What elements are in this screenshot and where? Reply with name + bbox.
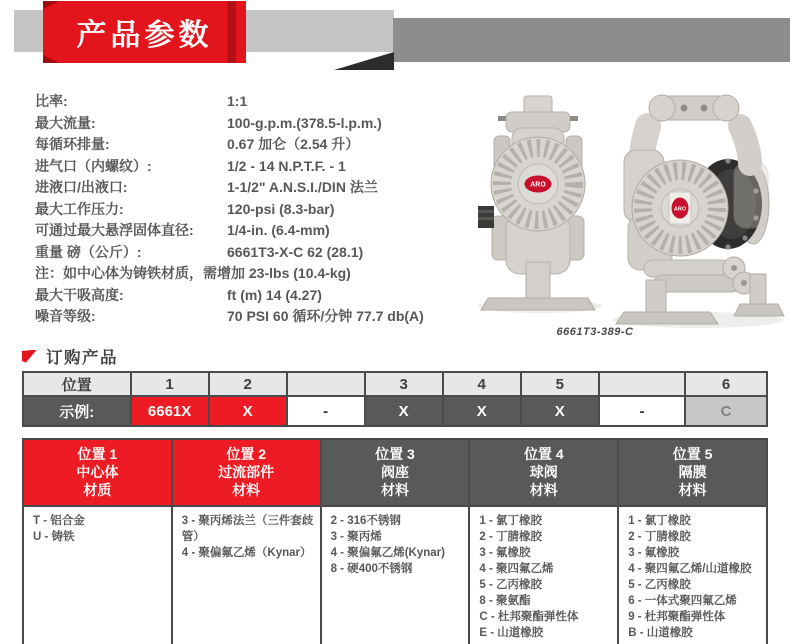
material-option: 4 - 聚四氟乙烯/山道橡胶 bbox=[628, 562, 752, 575]
example-cell: X bbox=[365, 396, 443, 426]
material-option: 4 - 聚偏氟乙烯(Kynar) bbox=[330, 546, 445, 559]
position-label: 位置 1 bbox=[77, 446, 118, 462]
spec-value: ft (m) 14 (4.27) bbox=[227, 286, 322, 303]
example-cell: X bbox=[209, 396, 287, 426]
spec-note: 注：如中心体为铸铁材质，需增加 23-lbs (10.4-kg) bbox=[35, 265, 351, 281]
material-option: C - 杜邦聚酯弹性体 bbox=[479, 610, 579, 623]
material-option: 1 - 氯丁橡胶 bbox=[628, 514, 691, 527]
aro-logo-left: ARO bbox=[530, 181, 546, 189]
spec-label: 进气口（内螺纹）: bbox=[35, 157, 152, 174]
material-label: 材料 bbox=[678, 482, 707, 499]
aro-logo-right: ARO bbox=[673, 206, 687, 213]
materials-body-row bbox=[23, 506, 767, 644]
spec-label: 噪音等级: bbox=[35, 308, 96, 324]
material-option: 3 - 氟橡胶 bbox=[628, 546, 680, 559]
flag-icon bbox=[22, 350, 37, 363]
spec-label: 最大流量: bbox=[35, 114, 96, 131]
spec-label: 最大工作压力: bbox=[35, 200, 124, 217]
material-option: 8 - 硬400不锈钢 bbox=[330, 562, 413, 575]
material-option: 4 - 聚四氟乙烯 bbox=[479, 562, 554, 575]
page-title: 产品参数 bbox=[76, 19, 213, 52]
position-label: 位置 3 bbox=[375, 446, 415, 462]
spec-label: 可通过最大悬浮固体直径: bbox=[35, 222, 194, 238]
materials-header-cell bbox=[618, 439, 767, 506]
header-cell: 6 bbox=[685, 372, 767, 396]
material-option: 6 - 一体式聚四氟乙烯 bbox=[628, 594, 737, 607]
spec-row bbox=[35, 199, 471, 221]
materials-column-centerbody bbox=[23, 506, 172, 644]
page-title-badge bbox=[43, 1, 246, 63]
header-cell: 3 bbox=[365, 372, 443, 396]
spec-value: 1-1/2" A.N.S.I./DIN 法兰 bbox=[227, 179, 378, 195]
material-option: 3 - 氟橡胶 bbox=[479, 546, 531, 559]
header-cell: 5 bbox=[521, 372, 599, 396]
material-option: B - 山道橡胶 bbox=[628, 626, 693, 639]
example-row bbox=[23, 396, 767, 426]
material-option: 5 - 乙丙橡胶 bbox=[628, 578, 691, 591]
spec-value: 1:1 bbox=[227, 93, 248, 109]
example-cell: - bbox=[287, 396, 365, 426]
material-option: U - 铸铁 bbox=[33, 530, 75, 543]
spec-value: 0.67 加仑（2.54 升） bbox=[227, 136, 360, 152]
materials-header-row bbox=[23, 439, 767, 506]
material-label: 材质 bbox=[83, 482, 112, 499]
materials-header-cell bbox=[23, 439, 172, 506]
header-cell: 1 bbox=[131, 372, 209, 396]
spec-value: 1/2 - 14 N.P.T.F. - 1 bbox=[227, 157, 346, 174]
material-option: 9 - 杜邦聚酯弹性体 bbox=[628, 610, 726, 623]
spec-row bbox=[35, 91, 471, 113]
example-cell: 6661X bbox=[131, 396, 209, 426]
position-header-row bbox=[23, 372, 767, 396]
materials-column-ball bbox=[469, 506, 618, 644]
material-option: 2 - 丁腈橡胶 bbox=[628, 530, 691, 543]
spec-label: 每循环排量: bbox=[35, 136, 110, 152]
spec-value: 70 PSI 60 循环/分钟 77.7 db(A) bbox=[227, 308, 424, 324]
spec-value: 120-psi (8.3-bar) bbox=[227, 200, 335, 217]
spec-label: 重量 磅（公斤）: bbox=[35, 243, 142, 260]
header-cell: 位置 bbox=[23, 372, 131, 396]
position-label: 位置 5 bbox=[672, 446, 713, 462]
spec-row bbox=[35, 113, 471, 135]
spec-row bbox=[35, 306, 471, 328]
ribbon-dark-bar bbox=[393, 18, 790, 62]
spec-label: 进液口/出液口: bbox=[35, 179, 128, 195]
spec-list bbox=[35, 91, 471, 328]
spec-label: 比率: bbox=[35, 93, 68, 109]
material-option: 1 - 氯丁橡胶 bbox=[479, 514, 543, 527]
spec-value: 1/4-in. (6.4-mm) bbox=[227, 222, 330, 238]
position-label: 位置 4 bbox=[523, 446, 564, 462]
materials-header-cell bbox=[469, 439, 618, 506]
spec-label: 最大干吸高度: bbox=[35, 286, 124, 303]
header-cell: 4 bbox=[443, 372, 521, 396]
material-option: 2 - 丁腈橡胶 bbox=[479, 530, 543, 543]
material-option: 4 - 聚偏氟乙烯（Kynar） bbox=[181, 546, 312, 559]
materials-column-wetted bbox=[172, 506, 321, 644]
material-label: 材料 bbox=[232, 482, 261, 499]
header-cell-blank bbox=[287, 372, 365, 396]
component-label: 隔膜 bbox=[678, 464, 707, 481]
example-label-cell: 示例: bbox=[23, 396, 131, 426]
order-section-header bbox=[22, 344, 118, 368]
spec-row bbox=[35, 156, 471, 178]
material-option: 2 - 316不锈钢 bbox=[330, 514, 401, 527]
example-cell: - bbox=[599, 396, 685, 426]
material-option: 3 - 聚丙烯 bbox=[330, 530, 382, 543]
materials-table bbox=[22, 438, 768, 644]
spec-row bbox=[35, 177, 471, 199]
ribbon-fold bbox=[334, 52, 394, 70]
order-section-title: 订购产品 bbox=[46, 349, 118, 367]
pump-caption: 6661T3-389-C bbox=[556, 326, 634, 338]
spec-value: 6661T3-X-C 62 (28.1) bbox=[227, 243, 364, 260]
material-option: 8 - 聚氨酯 bbox=[479, 594, 531, 607]
position-label: 位置 2 bbox=[226, 446, 267, 462]
material-option: 3 - 聚丙烯法兰（三件套歧管） bbox=[181, 514, 314, 543]
spec-value: 100-g.p.m.(378.5-l.p.m.) bbox=[227, 114, 382, 131]
spec-row bbox=[35, 242, 471, 264]
material-option: 5 - 乙丙橡胶 bbox=[479, 578, 543, 591]
materials-header-cell bbox=[321, 439, 470, 506]
material-label: 材料 bbox=[529, 482, 558, 499]
materials-column-diaphragm bbox=[618, 506, 767, 644]
example-cell: C bbox=[685, 396, 767, 426]
spec-row bbox=[35, 134, 471, 156]
pump-product-image bbox=[448, 66, 790, 342]
material-option: T - 铝合金 bbox=[33, 514, 85, 527]
spec-row bbox=[35, 285, 471, 307]
materials-header-cell bbox=[172, 439, 321, 506]
component-label: 阀座 bbox=[380, 464, 409, 481]
material-label: 材料 bbox=[380, 482, 409, 499]
example-cell: X bbox=[521, 396, 599, 426]
spec-row bbox=[35, 220, 471, 242]
header-cell-blank bbox=[599, 372, 685, 396]
component-label: 球阀 bbox=[529, 464, 558, 481]
example-cell: X bbox=[443, 396, 521, 426]
material-option: E - 山道橡胶 bbox=[479, 626, 544, 639]
header-cell: 2 bbox=[209, 372, 287, 396]
materials-column-seat bbox=[321, 506, 470, 644]
position-example-table bbox=[22, 371, 768, 427]
component-label: 过流部件 bbox=[218, 464, 275, 481]
pump-illustration bbox=[448, 66, 790, 342]
component-label: 中心体 bbox=[76, 464, 119, 481]
